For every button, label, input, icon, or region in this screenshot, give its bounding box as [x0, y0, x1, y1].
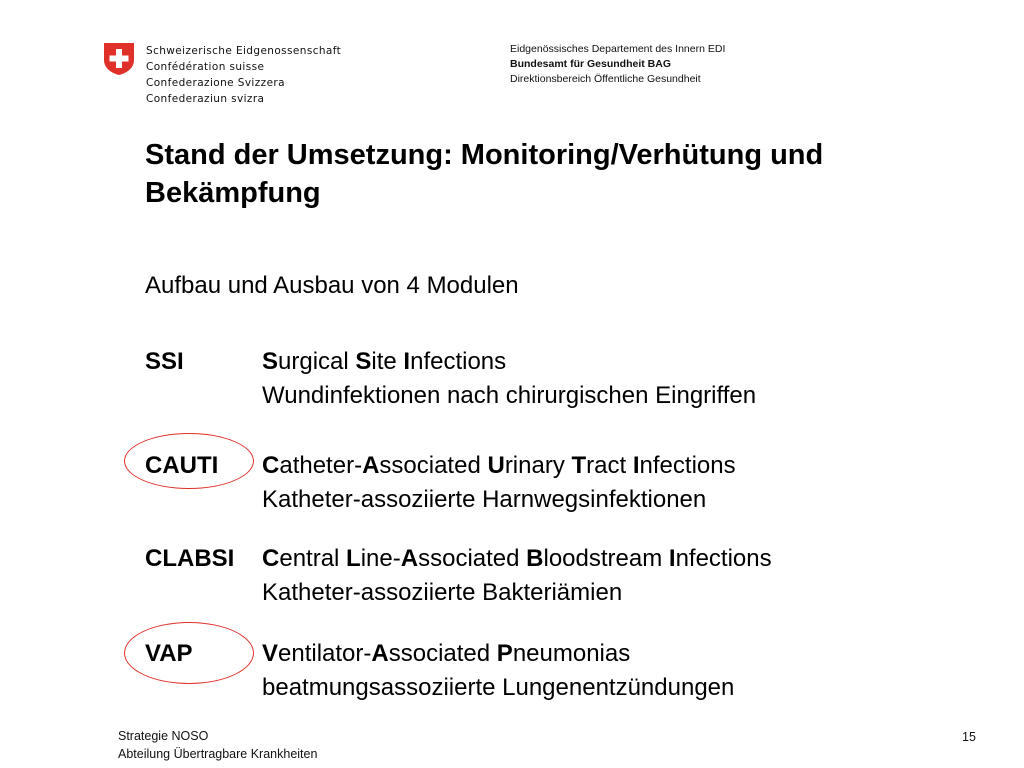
- initial-letter: A: [400, 545, 419, 572]
- confederation-line-fr: Confédération suisse: [146, 61, 265, 73]
- initial-letter: B: [526, 545, 544, 572]
- module-english-name: Ventilator-Associated Pneumonias: [262, 640, 631, 667]
- module-abbr: CLABSI: [145, 545, 235, 572]
- office-name: Bundesamt für Gesundheit BAG: [510, 58, 672, 70]
- initial-letter: C: [262, 452, 280, 479]
- footer-department: Abteilung Übertragbare Krankheiten: [118, 747, 318, 761]
- initial-letter: S: [262, 348, 279, 375]
- highlight-circle-vap: [124, 622, 254, 684]
- department-name: Eidgenössisches Departement des Innern EDI: [510, 43, 726, 55]
- initial-letter: I: [403, 348, 411, 375]
- confederation-line-de: Schweizerische Eidgenossenschaft: [146, 45, 342, 57]
- swiss-flag-icon: [103, 42, 135, 76]
- module-german-name: Wundinfektionen nach chirurgischen Eingriffen: [262, 382, 757, 409]
- initial-letter: P: [496, 640, 513, 667]
- footer-strategy: Strategie NOSO: [118, 729, 209, 743]
- initial-letter: A: [371, 640, 389, 667]
- confederation-line-it: Confederazione Svizzera: [146, 77, 285, 89]
- confederation-line-rm: Confederaziun svizra: [146, 93, 265, 105]
- initial-letter: U: [487, 452, 505, 479]
- module-english-name: Central Line-Associated Bloodstream Infections: [262, 545, 772, 572]
- slide-title: Stand der Umsetzung: Monitoring/Verhütung und Bekämpfung: [145, 139, 824, 209]
- footer: [118, 727, 317, 763]
- module-abbr: VAP: [145, 640, 193, 667]
- directorate-name: Direktionsbereich Öffentliche Gesundheit: [510, 73, 701, 85]
- slide-subtitle: Aufbau und Ausbau von 4 Modulen: [145, 272, 519, 299]
- initial-letter: I: [632, 452, 640, 479]
- initial-letter: L: [346, 545, 361, 572]
- highlight-circle-cauti: [124, 433, 254, 489]
- module-german-name: beatmungsassoziierte Lungenentzündungen: [262, 674, 735, 701]
- confederation-names: [146, 43, 341, 107]
- initial-letter: V: [262, 640, 279, 667]
- page-number: 15: [962, 730, 976, 744]
- initial-letter: I: [668, 545, 676, 572]
- initial-letter: C: [262, 545, 280, 572]
- module-english-name: Catheter-Associated Urinary Tract Infections: [262, 452, 736, 479]
- initial-letter: A: [362, 452, 380, 479]
- module-german-name: Katheter-assoziierte Harnwegsinfektionen: [262, 486, 707, 513]
- module-abbr: CAUTI: [145, 452, 219, 479]
- initial-letter: S: [355, 348, 372, 375]
- module-german-name: Katheter-assoziierte Bakteriämien: [262, 579, 623, 606]
- module-english-name: Surgical Site Infections: [262, 348, 507, 375]
- module-abbr: SSI: [145, 348, 184, 375]
- initial-letter: T: [571, 452, 587, 479]
- department-block: [510, 42, 725, 87]
